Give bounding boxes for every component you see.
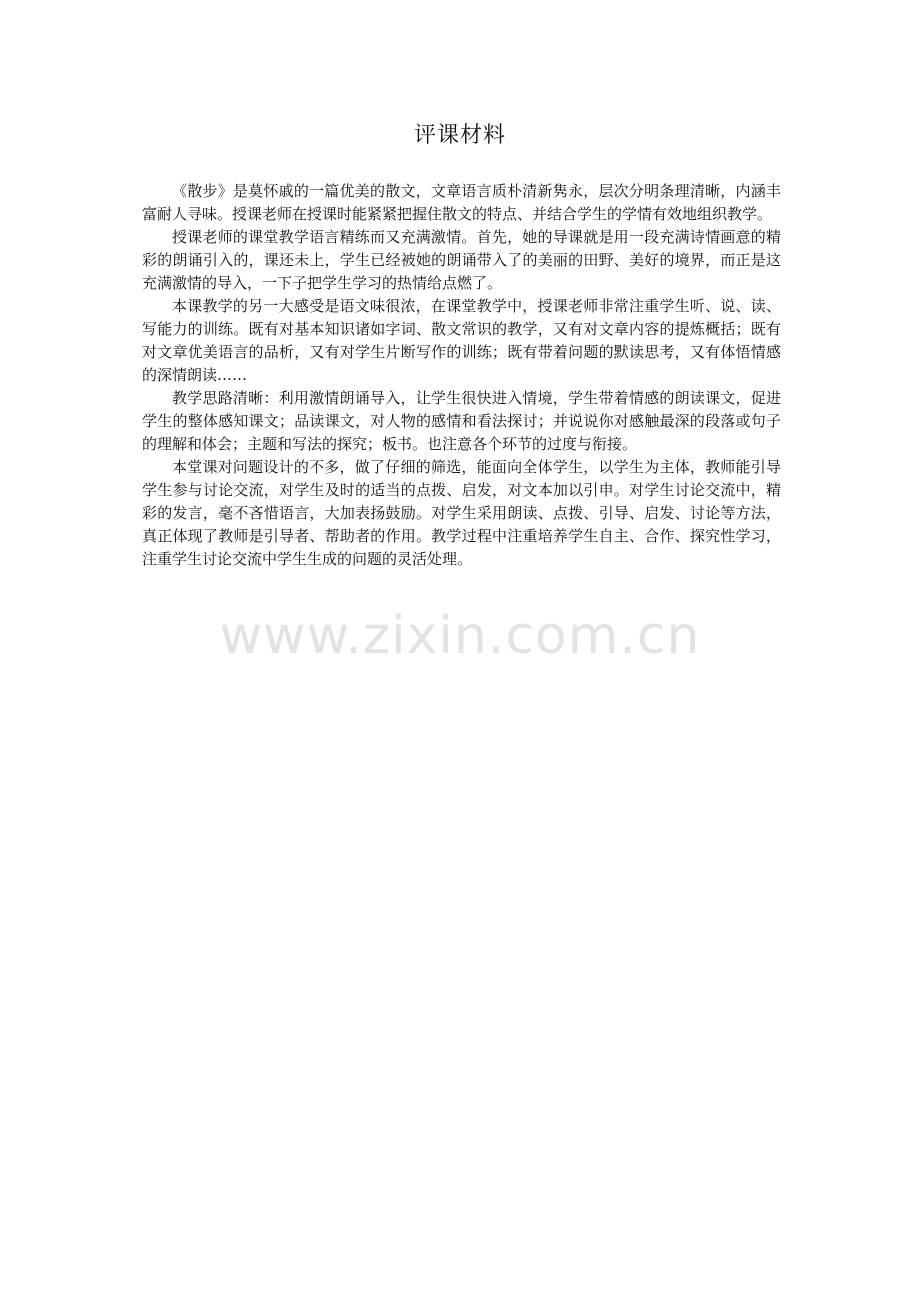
paragraph-2: 授课老师的课堂教学语言精练而又充满激情。首先，她的导课就是用一段充满诗情画意的精彩的朗诵引入的，课还未上，学生已经被她的朗诵带入了的美丽的田野、美好的境界，而正是这充满激情的导入，一下子把学生学习的热情给点燃了。 bbox=[142, 228, 781, 292]
paragraph-4: 教学思路清晰：利用激情朗诵导入，让学生很快进入情境，学生带着情感的朗读课文，促进学生的整体感知课文；品读课文，对人物的感情和看法探讨；并说说你对感触最深的段落或句子的理解和体会；主题和写法的探究；板书。也注意各个环节的过度与衔接。 bbox=[142, 389, 781, 453]
page-title: 评课材料 bbox=[413, 123, 506, 148]
paragraph-5: 本堂课对问题设计的不多，做了仔细的筛选，能面向全体学生，以学生为主体，教师能引导学生参与讨论交流，对学生及时的适当的点拨、启发，对文本加以引申。对学生讨论交流中，精彩的发言，毫不吝惜语言，大加表扬鼓励。对学生采用朗读、点拨、引导、启发、讨论等方法，真正体现了教师是引导者、帮助者的作用。教学过程中注重培养学生自主、合作、探究性学习，注重学生讨论交流中学生生成的问题的灵活处理。 bbox=[142, 458, 781, 568]
document-body bbox=[142, 180, 781, 571]
paragraph-1: 《散步》是莫怀戚的一篇优美的散文，文章语言质朴清新隽永，层次分明条理清晰，内涵丰富耐人寻味。授课老师在授课时能紧紧把握住散文的特点、并结合学生的学情有效地组织教学。 bbox=[142, 182, 781, 223]
watermark-text: www.zixin.com.cn bbox=[219, 606, 701, 666]
paragraph-3: 本课教学的另一大感受是语文味很浓，在课堂教学中，授课老师非常注重学生听、说、读、写能力的训练。既有对基本知识诸如字词、散文常识的教学，又有对文章内容的提炼概括；既有对文章优美语言的品析，又有对学生片断写作的训练；既有带着问题的默读思考，又有体悟情感的深情朗读…… bbox=[142, 297, 781, 384]
